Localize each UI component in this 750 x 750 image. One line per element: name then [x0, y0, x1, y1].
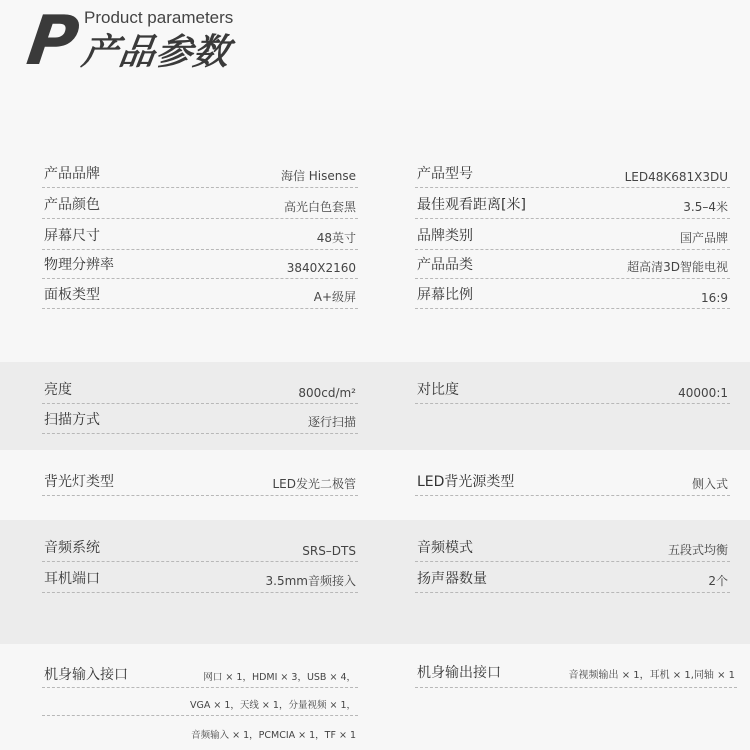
- header-chinese-title: 产品参数: [79, 32, 233, 73]
- spec-value: LED48K681X3DU: [624, 170, 728, 184]
- spec-row: [42, 536, 358, 562]
- input-ports-row: [42, 721, 358, 745]
- spec-label: 产品颜色: [44, 197, 100, 213]
- spec-row: [415, 162, 730, 188]
- spec-label: 背光灯类型: [44, 474, 114, 490]
- spec-value: 高光白色套黑: [283, 200, 356, 214]
- output-ports-row: [415, 660, 737, 688]
- spec-value: 音频输入 × 1，PCMCIA × 1，TF × 1: [191, 730, 356, 741]
- spec-value: 40000:1: [678, 386, 728, 400]
- spec-value: 16:9: [701, 291, 728, 305]
- spec-value: 海信 Hisense: [280, 169, 356, 183]
- spec-row: [42, 378, 358, 404]
- spec-row: [42, 470, 358, 496]
- spec-row: [415, 253, 730, 279]
- spec-value: 音视频输出 × 1，耳机 × 1,同轴 × 1: [568, 670, 735, 681]
- spec-value: 逐行扫描: [307, 415, 356, 429]
- header-english-title: Product parameters: [84, 8, 234, 27]
- spec-label: 物理分辨率: [44, 257, 114, 273]
- spec-label: 机身输入接口: [44, 667, 128, 683]
- spec-label: 产品品类: [417, 257, 473, 273]
- spec-label: 扬声器数量: [417, 571, 487, 587]
- spec-label: 耳机端口: [44, 571, 100, 587]
- spec-label: 屏幕比例: [417, 287, 473, 303]
- spec-label: 产品品牌: [44, 166, 100, 182]
- spec-value: VGA × 1，天线 × 1，分量视频 × 1，: [190, 700, 356, 711]
- spec-label: 品牌类别: [417, 228, 473, 244]
- spec-label: 最佳观看距离[米]: [417, 197, 526, 213]
- spec-value: 800cd/m²: [298, 386, 356, 400]
- input-ports-row: [42, 692, 358, 716]
- page-header: [0, 0, 750, 110]
- spec-row: [415, 567, 730, 593]
- spec-row: [415, 536, 730, 562]
- spec-value: 3.5–4米: [683, 200, 728, 214]
- spec-label: LED背光源类型: [417, 474, 515, 490]
- spec-row: [42, 193, 358, 219]
- spec-value: 2个: [708, 574, 728, 588]
- spec-value: LED发光二极管: [272, 477, 356, 491]
- spec-label: 产品型号: [417, 166, 473, 182]
- spec-label: 机身输出接口: [417, 665, 501, 681]
- spec-value: A+级屏: [313, 290, 356, 304]
- spec-row: [415, 378, 730, 404]
- spec-value: 国产品牌: [679, 231, 728, 245]
- spec-label: 扫描方式: [44, 412, 100, 428]
- spec-value: 五段式均衡: [667, 543, 728, 557]
- spec-row: [415, 470, 730, 496]
- spec-value: 3.5mm音频接入: [265, 574, 356, 588]
- spec-row: [42, 283, 358, 309]
- header-letter-logo: P: [22, 2, 84, 81]
- spec-row: [42, 408, 358, 434]
- section-display-bg: [0, 362, 750, 450]
- spec-value: 3840X2160: [286, 261, 356, 275]
- spec-value: SRS–DTS: [302, 544, 356, 558]
- spec-row: [42, 253, 358, 279]
- spec-label: 音频系统: [44, 540, 100, 556]
- input-ports-row: [42, 662, 358, 688]
- spec-row: [415, 193, 730, 219]
- spec-label: 面板类型: [44, 287, 100, 303]
- spec-label: 亮度: [44, 382, 72, 398]
- spec-label: 屏幕尺寸: [44, 228, 100, 244]
- spec-value: 侧入式: [691, 477, 728, 491]
- spec-value: 网口 × 1，HDMI × 3，USB × 4，: [203, 672, 356, 683]
- spec-label: 对比度: [417, 382, 459, 398]
- spec-row: [42, 162, 358, 188]
- spec-row: [415, 224, 730, 250]
- spec-value: 超高清3D智能电视: [627, 260, 728, 274]
- spec-row: [42, 567, 358, 593]
- spec-value: 48英寸: [316, 231, 356, 245]
- spec-row: [42, 224, 358, 250]
- spec-label: 音频模式: [417, 540, 473, 556]
- spec-row: [415, 283, 730, 309]
